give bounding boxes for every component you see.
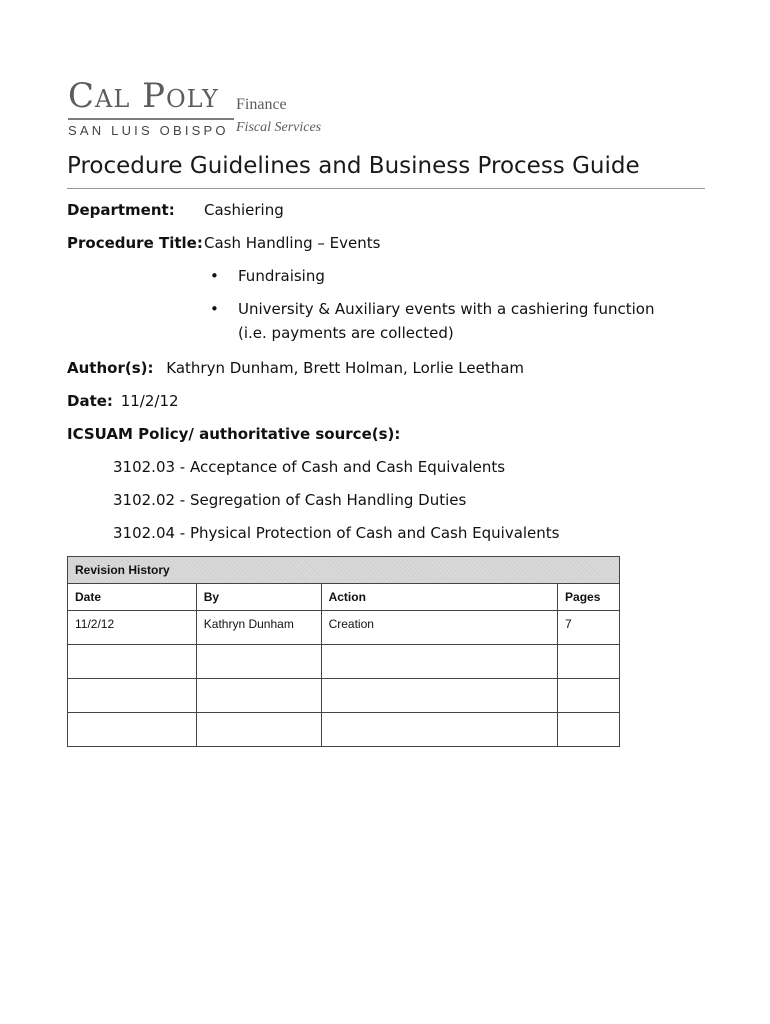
procedure-bullet-fundraising: Fundraising	[238, 267, 325, 285]
policy-label: ICSUAM Policy/ authoritative source(s):	[67, 425, 401, 443]
authors-value: Kathryn Dunham, Brett Holman, Lorlie Leetham	[166, 359, 525, 377]
title-divider	[67, 188, 705, 189]
cell-pages: 7	[558, 611, 620, 645]
authors-label: Author(s):	[67, 359, 154, 377]
page-title: Procedure Guidelines and Business Process Guide	[67, 153, 640, 179]
empty-cell	[558, 645, 620, 679]
cell-date: 11/2/12	[68, 611, 197, 645]
logo-wordmark: Cal Poly	[68, 76, 219, 116]
column-header-pages: Pages	[558, 584, 620, 611]
cal-poly-logo	[68, 78, 234, 138]
date-line	[67, 392, 179, 410]
column-header-date: Date	[68, 584, 197, 611]
procedure-bullet-events: University & Auxiliary events with a cashiering function	[238, 300, 655, 318]
cell-by: Kathryn Dunham	[196, 611, 321, 645]
revision-history-caption: Revision History	[68, 557, 620, 584]
logo-subtitle: SAN LUIS OBISPO	[68, 123, 229, 138]
logo-finance: Finance	[236, 96, 287, 113]
policy-item: 3102.04 - Physical Protection of Cash and Cash Equivalents	[113, 524, 560, 542]
date-value: 11/2/12	[120, 392, 179, 410]
cell-action: Creation	[321, 611, 557, 645]
empty-cell	[68, 679, 197, 713]
bullet-icon: •	[210, 300, 219, 318]
empty-cell	[321, 679, 557, 713]
table-row	[68, 611, 620, 645]
table-row	[68, 679, 620, 713]
logo-divider	[68, 118, 234, 120]
column-header-by: By	[196, 584, 321, 611]
empty-cell	[196, 645, 321, 679]
procedure-bullet-events-note: (i.e. payments are collected)	[238, 324, 454, 342]
column-header-action: Action	[321, 584, 557, 611]
policy-item: 3102.03 - Acceptance of Cash and Cash Equivalents	[113, 458, 506, 476]
empty-cell	[321, 713, 557, 747]
logo-fiscal-services: Fiscal Services	[236, 120, 322, 135]
date-label: Date:	[67, 392, 113, 410]
empty-cell	[321, 645, 557, 679]
authors-line	[67, 359, 524, 377]
empty-cell	[196, 679, 321, 713]
policy-item: 3102.02 - Segregation of Cash Handling Duties	[113, 491, 467, 509]
department-label: Department:	[67, 201, 175, 219]
empty-cell	[558, 679, 620, 713]
empty-cell	[196, 713, 321, 747]
table-row	[68, 645, 620, 679]
empty-cell	[558, 713, 620, 747]
bullet-icon: •	[210, 267, 219, 285]
procedure-title-label: Procedure Title:	[67, 234, 203, 252]
revision-history-table	[67, 556, 620, 747]
empty-cell	[68, 645, 197, 679]
department-value: Cashiering	[204, 201, 284, 219]
table-row	[68, 713, 620, 747]
logo-department	[236, 96, 321, 136]
procedure-title-value: Cash Handling – Events	[204, 234, 381, 252]
empty-cell	[68, 713, 197, 747]
